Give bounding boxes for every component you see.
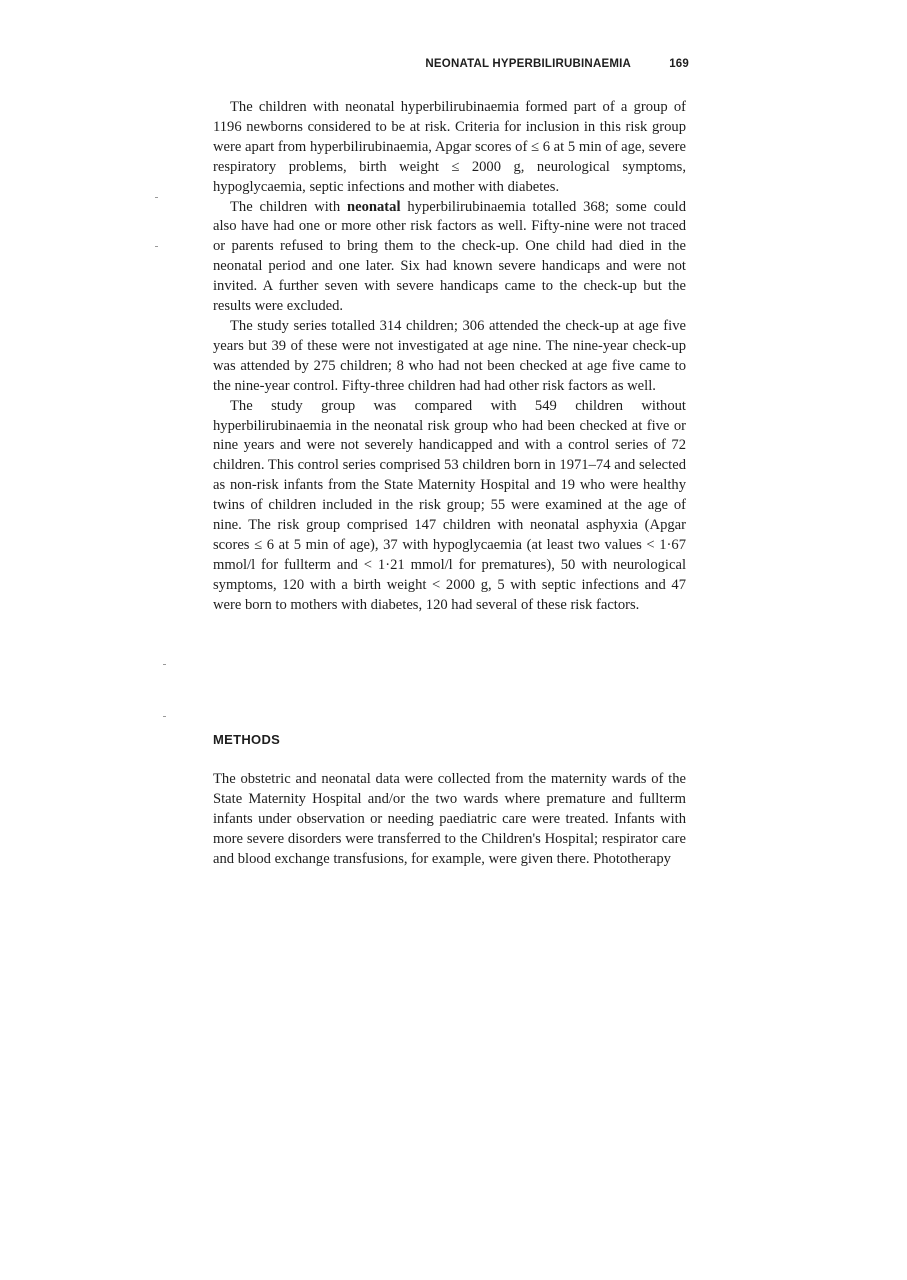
- paragraph-methods: The obstetric and neonatal data were collected from the maternity wards of the State Maternity Hospital and/or the two wards where premature and fullterm infants under observation or needing paediatric care were treated. Infants with more severe disorders were transferred to the Children's Hospital; respirator care and blood exchange transfusions, for example, were given there. Phototherapy: [213, 771, 686, 867]
- section-heading-methods: METHODS: [213, 732, 281, 747]
- running-title: NEONATAL HYPERBILIRUBINAEMIA: [425, 58, 631, 70]
- paragraph-study-series: The study series totalled 314 children; 306 attended the check-up at age five years but 39 of these were not investigated at age nine. The nine-year check-up was attended by 275 children; 8 who had not been checked at age five came to the nine-year control. Fifty-three children had had other risk factors as well.: [213, 317, 686, 394]
- scan-speck: [163, 664, 166, 665]
- paragraph-comparison: The study group was compared with 549 children without hyperbilirubinaemia in the neonatal risk group who had been checked at five or nine years and were not severely handicapped and with a control series of 72 children. This control series comprised 53 children born in 1971–74 and selected as non-risk infants from the State Maternity Hospital and 19 who were healthy twins of children included in the risk group; 55 were examined at the age of nine. The risk group comprised 147 children with neonatal asphyxia (Apgar scores ≤ 6 at 5 min of age), 37 with hypoglycaemia (at least two values < 1·67 mmol/l for fullterm and < 1·21 mmol/l for prematures), 50 with neurological symptoms, 120 with a birth weight < 2000 g, 5 with septic infections and 47 were born to mothers with diabetes, 120 had several of these risk factors.: [213, 397, 686, 613]
- bold-term: neonatal: [346, 198, 401, 215]
- scan-speck: [155, 197, 158, 198]
- paragraph-risk-group: The children with neonatal hyperbilirubinaemia formed part of a group of 1196 newborns considered to be at risk. Criteria for inclusion in this risk group were apart from hyperbilirubinaemia, Apgar scores of ≤ 6 at 5 min of age, severe respiratory problems, birth weight ≤ 2000 g, neurological symptoms, hypoglycaemia, septic infections and mother with diabetes.: [213, 99, 686, 195]
- paragraph-neonatal-total: [213, 198, 686, 317]
- page-number: 169: [669, 58, 689, 70]
- methods-text: [213, 770, 686, 870]
- running-header: [214, 58, 689, 76]
- paragraph-text: hyperbilirubinaemia totalled 368; some could also have had one or more other risk factors as well. Fifty-nine were not traced or parents refused to bring them to the check-up. One child had died in the neonatal period and one later. Six had known severe handicaps and were not invited. A further seven with severe handicaps came to the check-up but the results were excluded.: [213, 198, 686, 315]
- body-text: [213, 98, 686, 616]
- scan-speck: [155, 246, 158, 247]
- scan-speck: [163, 716, 166, 717]
- paragraph-text: The children with: [230, 198, 347, 215]
